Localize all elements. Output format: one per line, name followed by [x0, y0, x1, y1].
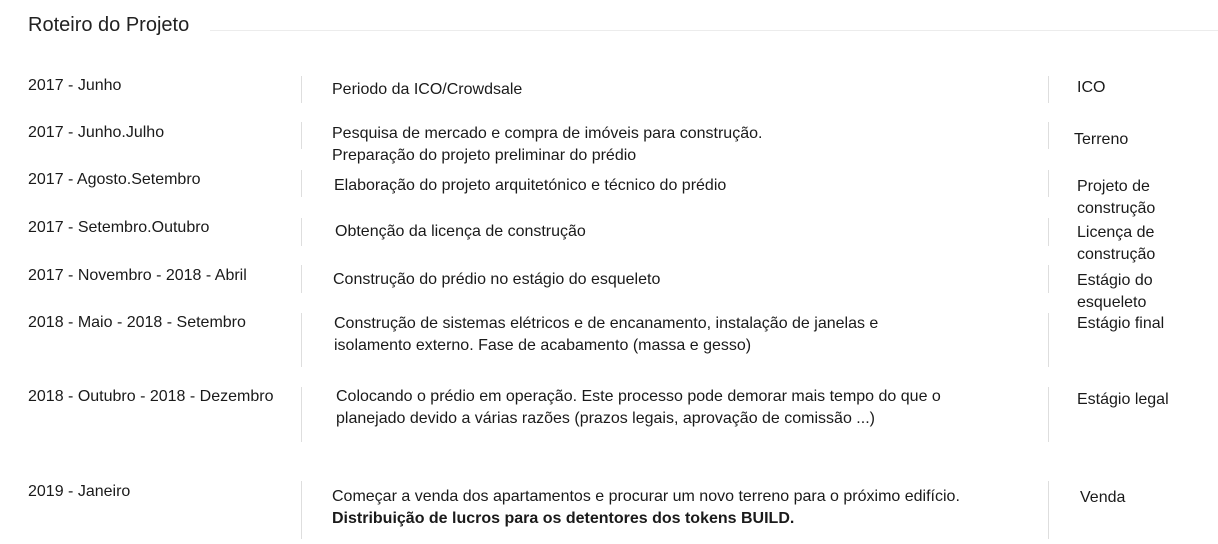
- roadmap-description: [332, 486, 1032, 530]
- column-divider: [301, 387, 302, 442]
- roadmap-description-line: isolamento externo. Fase de acabamento (massa e gesso): [334, 337, 752, 354]
- column-divider: [1048, 387, 1049, 442]
- roadmap-description-line: Começar a venda dos apartamentos e procurar um novo terreno para o próximo edifício.: [332, 488, 960, 505]
- roadmap-description-line: Distribuição de lucros para os detentores dos tokens BUILD.: [332, 510, 795, 527]
- column-divider: [301, 170, 302, 197]
- column-divider: [301, 122, 302, 149]
- roadmap-date: 2018 - Maio - 2018 - Setembro: [28, 314, 246, 331]
- column-divider: [301, 265, 302, 293]
- roadmap-date: 2019 - Janeiro: [28, 483, 131, 500]
- roadmap-stage: Terreno: [1074, 131, 1129, 148]
- roadmap-date: 2017 - Setembro.Outubro: [28, 219, 210, 236]
- column-divider: [1048, 265, 1049, 293]
- roadmap-date: 2017 - Novembro - 2018 - Abril: [28, 267, 247, 284]
- column-divider: [301, 218, 302, 246]
- column-divider: [1048, 170, 1049, 197]
- roadmap-stage: Licença de construção: [1077, 224, 1156, 263]
- roadmap-description: [333, 269, 1033, 291]
- column-divider: [1048, 313, 1049, 367]
- roadmap-stage: Estágio final: [1077, 315, 1165, 332]
- roadmap-date: 2018 - Outubro - 2018 - Dezembro: [28, 388, 274, 405]
- column-divider: [301, 481, 302, 539]
- roadmap-stage: ICO: [1077, 79, 1106, 96]
- roadmap-description-line: Obtenção da licença de construção: [335, 223, 586, 240]
- column-divider: [1048, 481, 1049, 539]
- roadmap-description: [336, 386, 1036, 430]
- roadmap-stage: Estágio do esqueleto: [1077, 272, 1153, 311]
- roadmap-description: [334, 175, 1034, 197]
- column-divider: [1048, 76, 1049, 103]
- roadmap-description-line: Construção do prédio no estágio do esqueleto: [333, 271, 661, 288]
- roadmap-stage: Estágio legal: [1077, 391, 1169, 408]
- roadmap-description-line: Elaboração do projeto arquitetónico e técnico do prédio: [334, 177, 727, 194]
- roadmap-description-line: planejado devido a várias razões (prazos legais, aprovação de comissão ...): [336, 410, 875, 427]
- roadmap-description-line: Preparação do projeto preliminar do prédio: [332, 147, 637, 164]
- roadmap-stage: Projeto de construção: [1077, 178, 1156, 217]
- roadmap-date: 2017 - Junho: [28, 77, 122, 94]
- column-divider: [301, 313, 302, 367]
- roadmap-description-line: Periodo da ICO/Crowdsale: [332, 81, 523, 98]
- roadmap-description: [332, 123, 1032, 167]
- column-divider: [1048, 122, 1049, 149]
- roadmap-description-line: Pesquisa de mercado e compra de imóveis para construção.: [332, 125, 763, 142]
- roadmap-description: [332, 79, 1032, 101]
- roadmap-description: [335, 221, 1035, 243]
- column-divider: [301, 76, 302, 103]
- title-divider: [210, 30, 1218, 31]
- roadmap-stage: Venda: [1080, 489, 1126, 506]
- column-divider: [1048, 218, 1049, 246]
- roadmap-date: 2017 - Junho.Julho: [28, 124, 165, 141]
- roadmap-date: 2017 - Agosto.Setembro: [28, 171, 201, 188]
- roadmap-description-line: Colocando o prédio em operação. Este processo pode demorar mais tempo do que o: [336, 388, 941, 405]
- page-title: Roteiro do Projeto: [28, 14, 190, 36]
- roadmap-description: [334, 313, 1034, 357]
- roadmap-description-line: Construção de sistemas elétricos e de encanamento, instalação de janelas e: [334, 315, 879, 332]
